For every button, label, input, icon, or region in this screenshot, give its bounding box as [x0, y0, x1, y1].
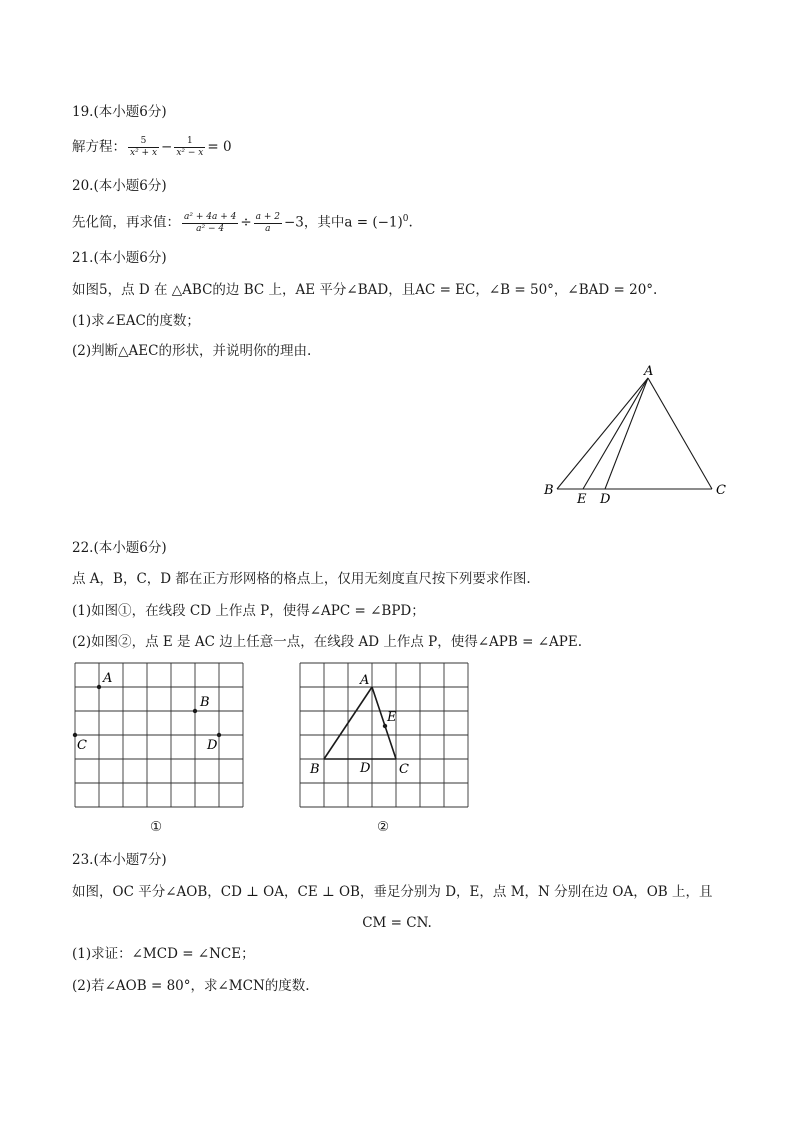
q22-header: 22.(本小题6分) — [72, 540, 167, 556]
q23-text-cont: CM = CN. — [362, 915, 432, 931]
q20-operator: ÷ — [240, 214, 252, 231]
q19-operator: − — [161, 139, 173, 155]
fig2-label-e: E — [387, 710, 397, 725]
fig1-label-b: B — [200, 695, 210, 710]
q23-part2: (2)若∠AOB = 80°，求∠MCN的度数. — [72, 978, 310, 994]
fig2-label-b: B — [310, 762, 320, 777]
q20-prefix: 先化简，再求值： — [72, 214, 180, 231]
q22-fig1-caption: ① — [150, 819, 163, 835]
fig2-label-a: A — [360, 673, 370, 688]
fig2-label-c: C — [399, 762, 409, 777]
q22-part2: (2)如图②，点 E 是 AC 边上任意一点，在线段 AD 上作点 P，使得∠APB = ∠APE. — [72, 634, 583, 650]
fig1-label-d: D — [207, 738, 218, 753]
q20-tail: −3，其中a = (−1) — [284, 214, 403, 231]
q21-header: 21.(本小题6分) — [72, 250, 167, 266]
q20-header: 20.(本小题6分) — [72, 178, 167, 194]
q23-header: 23.(本小题7分) — [72, 852, 167, 868]
q19-header: 19.(本小题6分) — [72, 104, 167, 120]
q20-fraction-1: $\frac{\text{a² + 4a + 4}}{\text{a² − 4}}$ — [184, 211, 237, 234]
q22-part1: (1)如图①，在线段 CD 上作点 P，使得∠APC = ∠BPD； — [72, 603, 425, 619]
q21-text: 如图5，点 D 在 △ABC的边 BC 上，AE 平分∠BAD，且AC = EC，∠B = 50°，∠BAD = 20°. — [72, 282, 658, 298]
q22-grid-figure-1 — [70, 658, 250, 813]
q20-fraction-2: $\frac{a + 2}{a}$ — [255, 211, 280, 234]
q20-end: . — [408, 214, 413, 231]
q21-label-c: C — [716, 483, 726, 498]
q19-fraction-2: $\frac{1}{\text{x² − x}}$ — [176, 136, 204, 158]
q19-equation — [72, 136, 232, 159]
fig1-label-c: C — [77, 738, 87, 753]
q21-label-e: E — [577, 492, 587, 507]
q21-part2: (2)判断△AEC的形状，并说明你的理由. — [72, 343, 312, 359]
q21-part1: (1)求∠EAC的度数； — [72, 313, 200, 329]
fig1-label-a: A — [103, 671, 113, 686]
q22-grid-figure-2 — [295, 658, 475, 813]
q22-fig2-caption: ② — [377, 819, 390, 835]
q19-prefix: 解方程： — [72, 139, 126, 155]
q20-expression — [72, 210, 413, 235]
q19-rhs: = 0 — [207, 139, 232, 155]
q21-label-d: D — [600, 492, 611, 507]
q21-label-a: A — [644, 364, 654, 379]
q23-part1: (1)求证：∠MCD = ∠NCE； — [72, 946, 255, 962]
q21-triangle-figure — [530, 360, 730, 510]
fig2-label-d: D — [360, 761, 371, 776]
q22-text: 点 A，B，C，D 都在正方形网格的格点上，仅用无刻度直尺按下列要求作图. — [72, 571, 531, 587]
q19-fraction-1: $\frac{5}{\text{x² + x}}$ — [130, 136, 158, 158]
q21-label-b: B — [544, 483, 554, 498]
q20-exponent: 0 — [402, 214, 409, 224]
q23-text: 如图，OC 平分∠AOB，CD ⊥ OA，CE ⊥ OB，垂足分别为 D，E，点 M，N 分别在边 OA，OB 上，且 — [72, 884, 713, 900]
